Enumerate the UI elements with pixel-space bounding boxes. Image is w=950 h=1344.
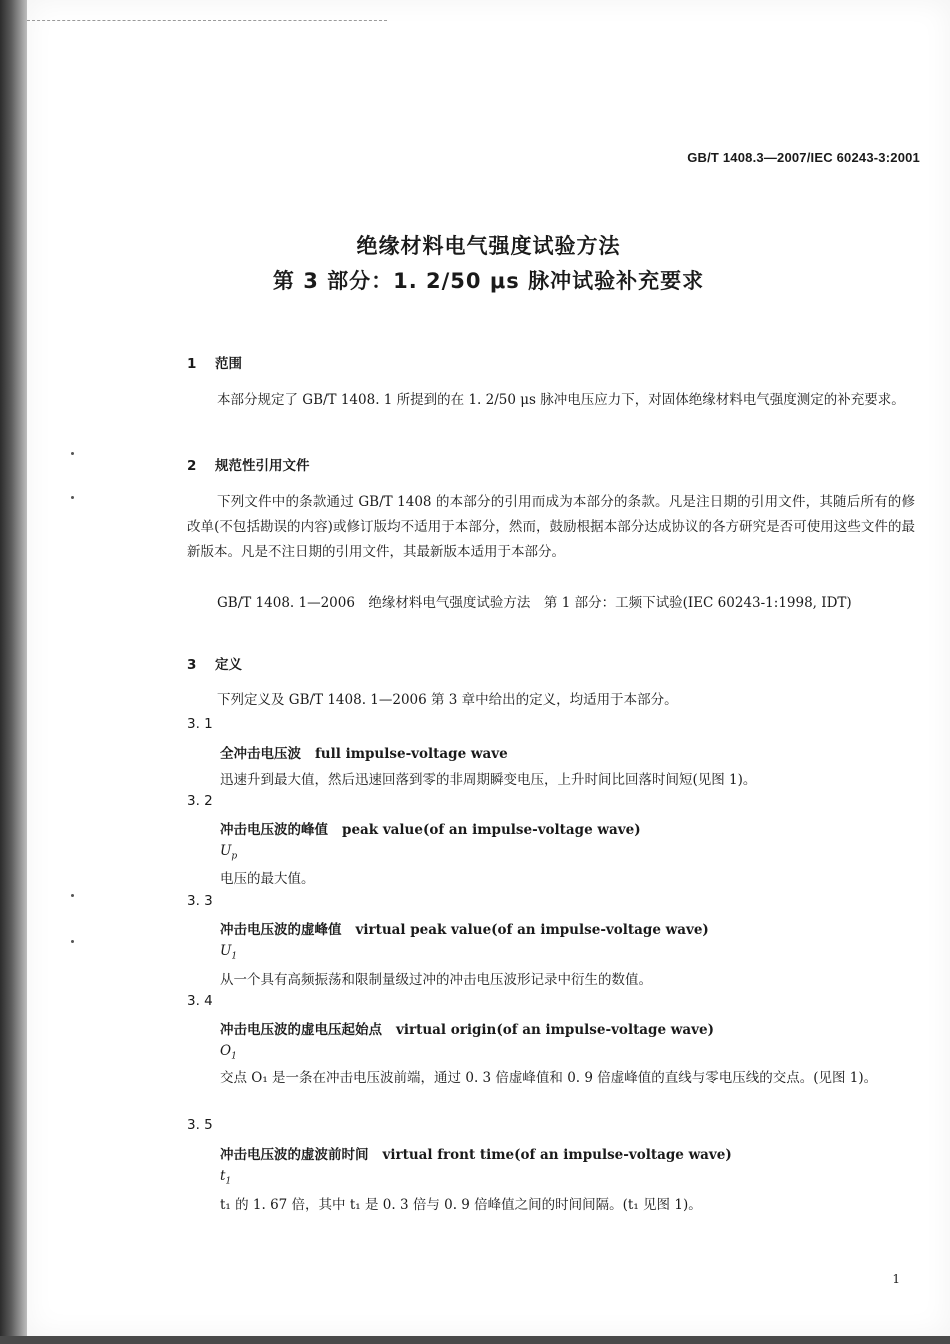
title-line-2: 第 3 部分：1. 2/50 μs 脉冲试验补充要求 bbox=[272, 269, 705, 293]
term-zh: 冲击电压波的虚峰值 bbox=[220, 922, 342, 938]
scan-speck bbox=[71, 452, 74, 455]
section-title: 范围 bbox=[215, 356, 242, 372]
scan-bottom-edge bbox=[0, 1336, 950, 1344]
symbol: t bbox=[220, 1168, 226, 1184]
symbol-subscript: 1 bbox=[231, 951, 238, 962]
term-3-5 bbox=[220, 1143, 732, 1163]
section-number: 2 bbox=[187, 458, 197, 474]
term-en: virtual front time(of an impulse-voltage wave) bbox=[382, 1147, 732, 1163]
symbol-subscript: 1 bbox=[225, 1176, 232, 1187]
section-1-paragraph: 本部分规定了 GB/T 1408. 1 所提到的在 1. 2/50 μs 脉冲电压应力下，对固体绝缘材料电气强度测定的补充要求。 bbox=[217, 392, 905, 408]
definition-3-5: t₁ 的 1. 67 倍，其中 t₁ 是 0. 3 倍与 0. 9 倍峰值之间的时间间隔。(t₁ 见图 1)。 bbox=[220, 1197, 702, 1213]
section-3-paragraph: 下列定义及 GB/T 1408. 1—2006 第 3 章中给出的定义，均适用于本部分。 bbox=[217, 692, 678, 708]
section-title: 定义 bbox=[215, 657, 242, 673]
term-en: virtual origin(of an impulse-voltage wave) bbox=[396, 1022, 714, 1038]
term-en: full impulse-voltage wave bbox=[315, 746, 508, 762]
scan-speck bbox=[71, 496, 74, 499]
term-zh: 冲击电压波的虚电压起始点 bbox=[220, 1022, 382, 1038]
symbol-subscript: p bbox=[231, 851, 238, 862]
section-number: 1 bbox=[187, 356, 197, 372]
section-1-heading bbox=[187, 352, 242, 372]
title-line-1: 绝缘材料电气强度试验方法 bbox=[356, 234, 621, 258]
definition-3-2: 电压的最大值。 bbox=[220, 871, 315, 887]
symbol: U bbox=[220, 943, 232, 959]
clause-number: 3. 3 bbox=[187, 893, 213, 909]
definition-3-1: 迅速升到最大值，然后迅速回落到零的非周期瞬变电压，上升时间比回落时间短(见图 1)。 bbox=[220, 772, 757, 788]
document-page bbox=[27, 0, 950, 1336]
section-2-heading bbox=[187, 454, 310, 474]
section-title: 规范性引用文件 bbox=[215, 458, 310, 474]
term-zh: 冲击电压波的峰值 bbox=[220, 822, 328, 838]
term-en: peak value(of an impulse-voltage wave) bbox=[342, 822, 641, 838]
term-3-3 bbox=[220, 918, 709, 938]
definition-3-4: 交点 O₁ 是一条在冲击电压波前端，通过 0. 3 倍虚峰值和 0. 9 倍虚峰值的直线与零电压线的交点。(见图 1)。 bbox=[220, 1070, 878, 1086]
section-3-heading bbox=[187, 653, 242, 673]
symbol-3-2 bbox=[220, 843, 237, 862]
clause-number: 3. 2 bbox=[187, 793, 213, 809]
clause-number: 3. 4 bbox=[187, 993, 213, 1009]
standard-number: GB/T 1408.3—2007/IEC 60243-3:2001 bbox=[687, 150, 920, 165]
symbol-3-5 bbox=[220, 1168, 231, 1187]
symbol: U bbox=[220, 843, 232, 859]
term-3-2 bbox=[220, 818, 641, 838]
term-3-1 bbox=[220, 742, 508, 762]
term-en: virtual peak value(of an impulse-voltage wave) bbox=[355, 922, 709, 938]
section-2-reference: GB/T 1408. 1—2006 绝缘材料电气强度试验方法 第 1 部分：工频下试验(IEC 60243-1:1998, IDT) bbox=[217, 595, 852, 611]
term-3-4 bbox=[220, 1018, 714, 1038]
section-2-paragraph: 下列文件中的条款通过 GB/T 1408 的本部分的引用而成为本部分的条款。凡是注日期的引用文件，其随后所有的修改单(不包括勘误的内容)或修订版均不适用于本部分，然而，鼓励根据本部分达成协议的各方研究是否可使用这些文件的最新版本。凡是不注日期的引用文件，其最新版本适用于本部分。 bbox=[187, 494, 915, 560]
scan-speck bbox=[71, 940, 74, 943]
term-zh: 全冲击电压波 bbox=[220, 746, 301, 762]
symbol-subscript: 1 bbox=[231, 1051, 237, 1062]
clause-number: 3. 5 bbox=[187, 1117, 213, 1133]
scan-left-edge bbox=[0, 0, 27, 1344]
section-number: 3 bbox=[187, 657, 197, 673]
symbol-3-3 bbox=[220, 943, 237, 962]
term-zh: 冲击电压波的虚波前时间 bbox=[220, 1147, 369, 1163]
clause-number: 3. 1 bbox=[187, 716, 213, 732]
scan-speck bbox=[71, 894, 74, 897]
top-rule bbox=[27, 20, 387, 21]
symbol: O bbox=[220, 1043, 232, 1059]
symbol-3-4 bbox=[220, 1043, 237, 1062]
definition-3-3: 从一个具有高频振荡和限制量级过冲的冲击电压波形记录中衍生的数值。 bbox=[220, 972, 652, 988]
page-number: 1 bbox=[892, 1272, 900, 1286]
